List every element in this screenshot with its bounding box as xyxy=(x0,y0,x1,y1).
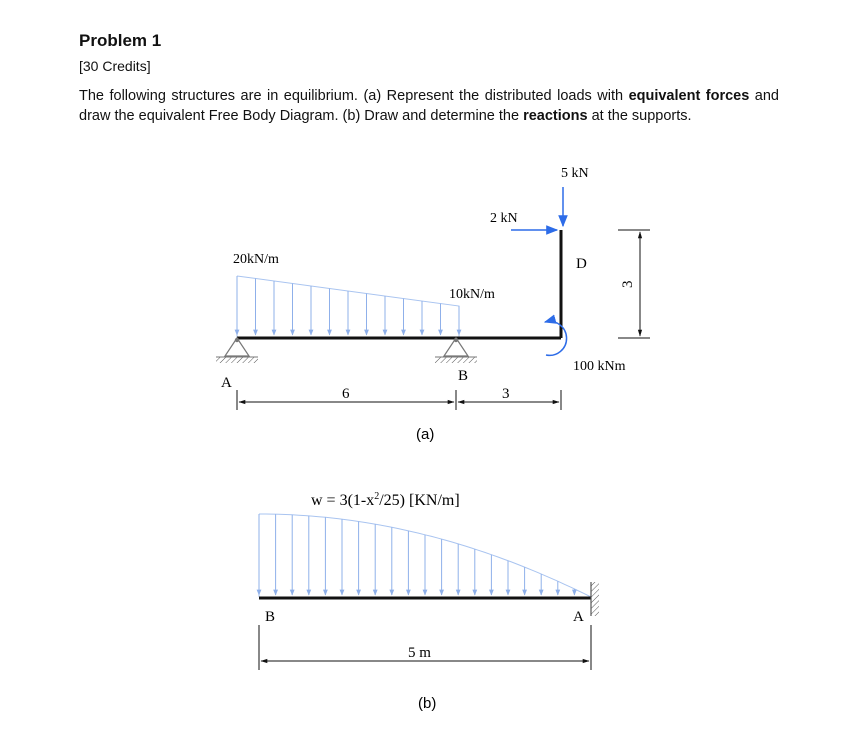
distributed-load-trapezoid xyxy=(237,276,459,337)
label-moment: 100 kNm xyxy=(573,359,626,374)
label-force-5kn: 5 kN xyxy=(561,166,589,181)
label-point-a: A xyxy=(221,375,232,391)
load-equation-rest: /25) [KN/m] xyxy=(379,492,460,509)
problem-title: Problem 1 xyxy=(79,31,162,50)
support-a-pin xyxy=(216,338,258,363)
dimension-horizontal-a xyxy=(237,390,561,410)
figure-a xyxy=(216,166,650,443)
label-point-a-b: A xyxy=(573,609,584,625)
label-dim-3: 3 xyxy=(502,386,510,402)
load-arrows-b xyxy=(259,514,574,595)
caption-b: (b) xyxy=(418,695,437,712)
support-b-pin xyxy=(435,338,477,363)
label-load-10: 10kN/m xyxy=(449,287,495,302)
statement-part-2: and draw the equivalent Free Body Diagram. (b) Draw and determine the xyxy=(79,88,779,124)
statement-bold-2: reactions xyxy=(523,108,588,124)
figure-b xyxy=(259,491,599,712)
problem-credits: [30 Credits] xyxy=(79,58,151,74)
label-point-d: D xyxy=(576,256,587,272)
load-equation-main: w = 3(1-x xyxy=(311,492,375,509)
support-a-fixed xyxy=(591,582,599,616)
label-point-b: B xyxy=(458,368,469,384)
label-dim-6: 6 xyxy=(342,386,350,402)
statement-bold-1: equivalent forces xyxy=(628,88,750,104)
load-equation xyxy=(311,491,460,509)
label-dim-5m: 5 m xyxy=(408,645,431,661)
label-load-20: 20kN/m xyxy=(233,252,279,267)
statement-part-1: The following structures are in equilibrium. (a) Represent the distributed loads with xyxy=(79,88,624,104)
load-equation-exponent: 2 xyxy=(374,491,380,502)
caption-a: (a) xyxy=(416,426,435,443)
distributed-load-parabolic xyxy=(259,514,591,597)
label-force-2kn: 2 kN xyxy=(490,211,518,226)
load-arrows-a xyxy=(237,276,459,335)
label-point-b-b: B xyxy=(265,609,276,625)
label-dim-vertical: 3 xyxy=(620,280,636,288)
statement-part-3: at the supports. xyxy=(587,108,692,124)
